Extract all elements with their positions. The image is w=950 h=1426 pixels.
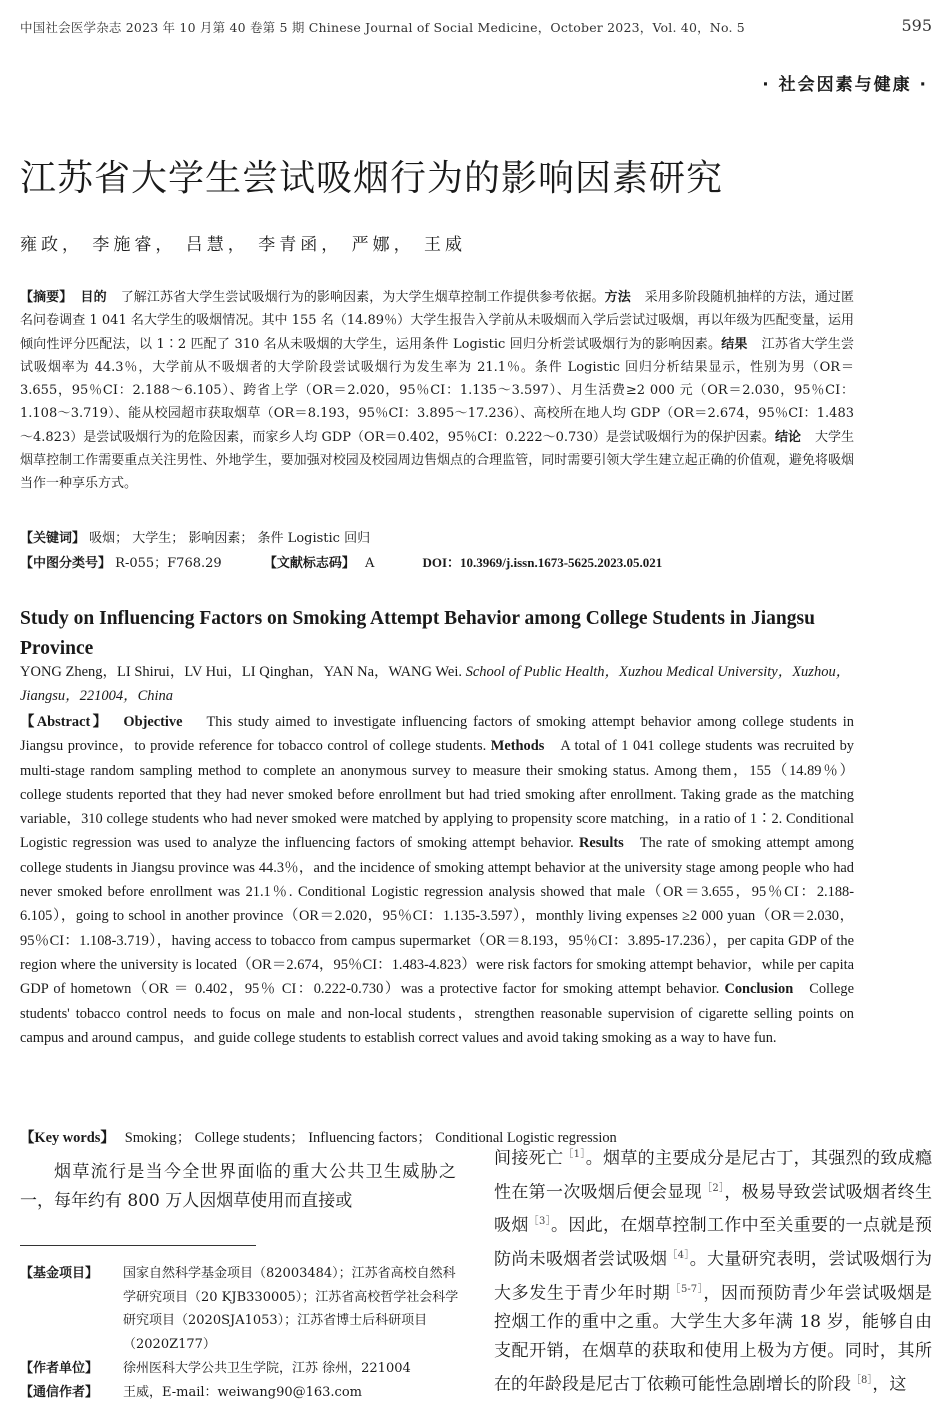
clc-value: R-055；F768.29	[115, 556, 222, 571]
objective-cn-label: 目的	[80, 290, 107, 305]
citation: ［8］	[851, 1375, 873, 1387]
body-left-paragraph: 烟草流行是当今全世界面临的重大公共卫生威胁之一，每年约有 800 万人因烟草使用而直接或	[20, 1162, 456, 1211]
results-en-label: Results	[578, 835, 624, 852]
authors-cn: 雍政， 李施睿， 吕慧， 李青函， 严娜， 王威	[20, 235, 467, 255]
body-text: 间接死亡	[494, 1148, 564, 1169]
keywords-en-text: Smoking； College students； Influencing factors； Conditional Logistic regression	[124, 1130, 617, 1146]
footnote-correspondence	[20, 1381, 460, 1405]
title-en: Study on Influencing Factors on Smoking Attempt Behavior among College Students in Jiangsu Province	[20, 608, 815, 659]
footnote-fund	[20, 1262, 460, 1356]
journal-line: 中国社会医学杂志 2023 年 10 月第 40 卷第 5 期 Chinese Journal of Social Medicine，October 2023，Vol. 40，No. 5	[20, 20, 745, 35]
doc-value: A	[364, 556, 375, 571]
fund-text: 国家自然科学基金项目（82003484）；江苏省高校自然科学研究项目（20 KJB330005）；江苏省高校哲学社会科学研究项目（2020SJA1053）；江苏省博士后科研项目（2020Z177）	[123, 1266, 459, 1352]
citation: ［5-7］	[670, 1283, 704, 1295]
methods-en: A total of 1 041 college students was recruited by multi-stage random sampling method to complete an anonymous survey to measure their smoking status. Among them，155（14.89％）college students reported that they had never smoked before enrollment but had tried smoking after enrollment. Taking grade as the matching variable，310 college students who had never smoked were matched by applying to propensity score matching，in a ratio of 1∶2. Conditional Logistic regression was used to analyze the influencing factors of smoking attempt behavior.	[20, 738, 854, 852]
classification-row	[20, 552, 662, 575]
abstract-en-label: 【Abstract】	[20, 714, 110, 730]
abstract-cn	[20, 286, 854, 496]
page-number: 595	[901, 16, 932, 35]
objective-en-label: Objective	[123, 714, 183, 730]
fund-label: 【基金项目】	[20, 1266, 99, 1281]
body-text: 。大量研究表明，尝试吸烟行为大多发生于青少年时期	[494, 1249, 932, 1304]
objective-en: This study aimed to investigate influencing factors of smoking attempt behavior among college students in Jiangsu province，to provide reference for tobacco control of college students.	[20, 714, 854, 755]
citation: ［3］	[528, 1216, 552, 1228]
doc-label: 【文献标志码】	[263, 556, 355, 571]
corr-label: 【通信作者】	[20, 1385, 99, 1400]
methods-cn: 采用多阶段随机抽样的方法，通过匿名问卷调查 1 041 名大学生的吸烟情况。其中 155 名（14.89％）大学生报告入学前从未吸烟而入学后尝试过吸烟，再以年级为匹配变量，运用倾向性评分匹配法，以 1∶2 匹配了 310 名从未吸烟的大学生，运用条件 Logistic 回归分析尝试吸烟行为的影响因素。	[20, 290, 854, 352]
conclusion-cn: 大学生烟草控制工作需要重点关注男性、外地学生，要加强对校园及校园周边售烟点的合理监管，同时需要引领大学生建立起正确的价值观，避免将吸烟当作一种享乐方式。	[20, 429, 854, 492]
footnote-divider	[20, 1245, 256, 1246]
abstract-cn-label: 【摘要】	[20, 290, 73, 305]
methods-en-label: Methods	[490, 738, 545, 755]
unit-label: 【作者单位】	[20, 1361, 99, 1376]
authors-en-names: YONG Zheng，LI Shirui，LV Hui，LI Qinghan，YAN Na，WANG Wei.	[20, 664, 462, 680]
abstract-en	[20, 710, 854, 1050]
keywords-en-label: 【Key words】	[20, 1130, 115, 1146]
conclusion-en: College students' tobacco control needs to focus on male and non-local students，strengthen reasonable supervision of cigarette selling points on campus and around campus，and guide college students to establish correct values and avoid taking smoking as a way to have fun.	[20, 981, 854, 1046]
footnote-unit	[20, 1357, 460, 1381]
keywords-cn	[20, 528, 370, 550]
authors-en	[20, 660, 854, 708]
body-text: ，极易导致尝试吸烟者终生吸烟	[494, 1182, 932, 1236]
body-text: 。烟草的主要成分是尼古丁，其强烈的致成瘾性在第一次吸烟后便会显现	[494, 1148, 932, 1203]
methods-cn-label: 方法	[604, 290, 631, 305]
objective-cn: 了解江苏省大学生尝试吸烟行为的影响因素，为大学生烟草控制工作提供参考依据。	[120, 290, 605, 305]
authors-en-affiliation: School of Public Health，Xuzhou Medical University，Xuzhou，Jiangsu，221004，China	[20, 664, 851, 704]
corr-text: 王威，E-mail：weiwang90@163.com	[123, 1385, 362, 1400]
results-en: The rate of smoking attempt among college students in Jiangsu province was 44.3％，and the incidence of smoking attempt behavior at the university stage among people who had never smoked before enrollment was 21.1％. Conditional Logistic regression analysis showed that male（OR＝3.655，95％CI：2.188-6.105），going to school in another province（OR＝2.020，95％CI：1.135-3.597），monthly living expenses ≥2 000 yuan（OR＝2.030，95％CI：1.108-3.719），having access to tobacco from campus supermarket（OR＝8.193，95％CI：3.895-17.236），per capita GDP of the region where the university is located（OR＝2.674，95％CI：1.483-4.823）were risk factors for smoking attempt behavior，while per capita GDP of hometown（OR ＝ 0.402，95％ CI：0.222-0.730）was a protective factor for smoking attempt behavior.	[20, 835, 854, 998]
body-text: ，因而预防青少年尝试吸烟是控烟工作的重中之重。大学生大多年满 18 岁，能够自由支配开销，在烟草的获取和使用上极为方便。同时，其所在的年龄段是尼古丁依赖可能性急剧增长的阶段	[494, 1283, 933, 1395]
keywords-cn-text: 吸烟； 大学生； 影响因素； 条件 Logistic 回归	[89, 531, 371, 546]
conclusion-cn-label: 结论	[774, 429, 801, 445]
unit-text: 徐州医科大学公共卫生学院，江苏 徐州，221004	[123, 1361, 411, 1376]
running-header	[20, 18, 932, 44]
body-text: ，这	[872, 1374, 907, 1395]
keywords-cn-label: 【关键词】	[20, 531, 86, 546]
results-cn-label: 结果	[721, 336, 748, 352]
conclusion-en-label: Conclusion	[724, 981, 794, 998]
doi: DOI：10.3969/j.issn.1673-5625.2023.05.021	[422, 555, 663, 570]
body-right-paragraph	[494, 1140, 932, 1400]
citation: ［1］	[563, 1149, 586, 1160]
section-tag: · 社会因素与健康 ·	[762, 75, 928, 95]
citation: ［4］	[667, 1249, 690, 1261]
citation: ［2］	[701, 1182, 725, 1194]
results-cn: 江苏省大学生尝试吸烟率为 44.3％，大学前从不吸烟者的大学阶段尝试吸烟行为发生率为 21.1％。条件 Logistic 回归分析结果显示，性别为男（OR＝3.655，95％CI：2.188～6.105）、跨省上学（OR＝2.020，95％CI：1.135～3.597）、月生活费≥2 000 元（OR＝2.030，95％CI：1.108～3.719）、能从校园超市获取烟草（OR＝8.193，95％CI：3.895～17.236）、高校所在地人均 GDP（OR＝2.674，95％CI：1.483～4.823）是尝试吸烟行为的危险因素，而家乡人均 GDP（OR＝0.402，95％CI：0.222～0.730）是尝试吸烟行为的保护因素。	[20, 336, 854, 445]
body-text: 。因此，在烟草控制工作中至关重要的一点就是预防尚未吸烟者尝试吸烟	[494, 1215, 932, 1270]
clc-label: 【中图分类号】	[20, 556, 112, 571]
title-cn: 江苏省大学生尝试吸烟行为的影响因素研究	[20, 158, 724, 199]
